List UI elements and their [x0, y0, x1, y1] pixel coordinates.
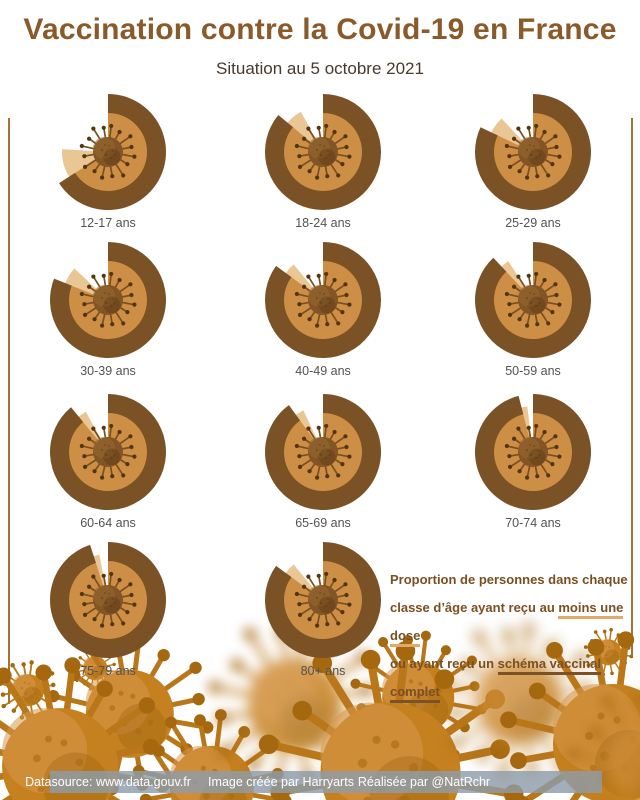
donut-svg — [263, 240, 383, 360]
age-group-label: 60-64 ans — [80, 516, 136, 530]
donut-svg — [263, 92, 383, 212]
footer-bar — [25, 771, 602, 793]
chart-description — [390, 566, 640, 706]
donut-chart-25-29-ans — [473, 92, 593, 212]
donut-chart-40-49-ans — [263, 240, 383, 360]
footer-datasource: Datasource: www.data.gouv.fr — [25, 775, 191, 789]
description-line-1: Proportion de personnes dans chaque — [390, 572, 628, 587]
legend-complete-schema: schéma vaccinal complet — [390, 656, 601, 703]
donut-chart-60-64-ans — [48, 392, 168, 512]
footer-author-credit: Réalisée par @NatRchr — [357, 775, 491, 789]
donut-svg — [48, 392, 168, 512]
age-group-label: 30-39 ans — [80, 364, 136, 378]
donut-chart-65-69-ans — [263, 392, 383, 512]
donut-chart-18-24-ans — [263, 92, 383, 212]
donut-chart-12-17-ans — [48, 92, 168, 212]
age-group-label: 70-74 ans — [505, 516, 561, 530]
donut-chart-75-79-ans — [48, 540, 168, 660]
age-group-label: 25-29 ans — [505, 216, 561, 230]
donut-chart-80+-ans — [263, 540, 383, 660]
footer-image-credit: Image créée par Harryarts — [208, 775, 354, 789]
age-group-label: 75-79 ans — [80, 664, 136, 678]
legend-one-dose: moins une dose — [390, 600, 623, 647]
age-group-label: 12-17 ans — [80, 216, 136, 230]
donut-svg — [263, 392, 383, 512]
page-subtitle: Situation au 5 octobre 2021 — [216, 59, 424, 78]
page-title: Vaccination contre la Covid-19 en France — [23, 13, 617, 46]
age-group-label: 65-69 ans — [295, 516, 351, 530]
age-group-label: 18-24 ans — [295, 216, 351, 230]
donut-chart-50-59-ans — [473, 240, 593, 360]
description-line-2: classe d’âge ayant reçu au moins une dose — [390, 594, 640, 650]
donut-svg — [263, 540, 383, 660]
donut-chart-30-39-ans — [48, 240, 168, 360]
age-group-label: 50-59 ans — [505, 364, 561, 378]
description-line-3: ou ayant reçu un schéma vaccinal complet — [390, 650, 640, 706]
donut-svg — [48, 92, 168, 212]
donut-svg — [473, 92, 593, 212]
age-group-label: 40-49 ans — [295, 364, 351, 378]
donut-svg — [473, 240, 593, 360]
age-group-label: 80+ ans — [300, 664, 346, 678]
donut-svg — [473, 392, 593, 512]
donut-chart-70-74-ans — [473, 392, 593, 512]
donut-svg — [48, 540, 168, 660]
donut-svg — [48, 240, 168, 360]
